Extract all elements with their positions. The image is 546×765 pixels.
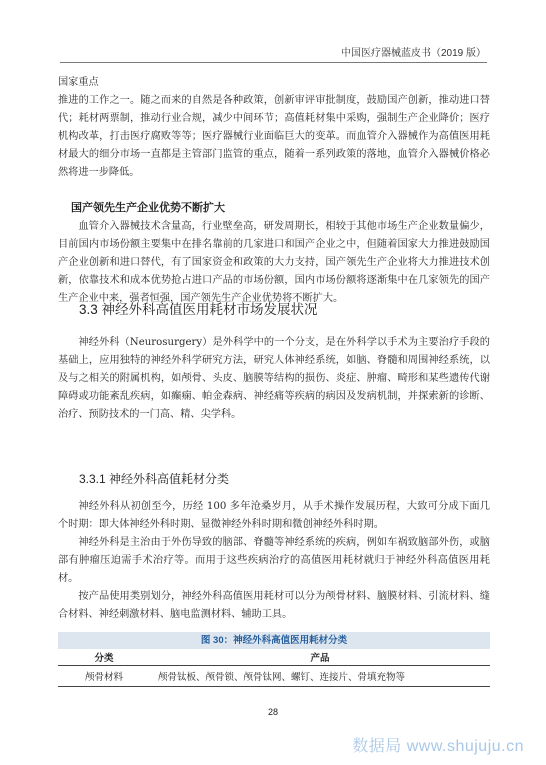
paragraph-neurosurgery-intro: 神经外科（Neurosurgery）是外科学中的一个分支，是在外科学以手术为主要治疗手段的基础上，应用独特的神经外科学研究方法，研究人体神经系统，如脑、脊髓和周围神经系统，以及与之相关的附属机构，如颅骨、头皮、脑膜等结构的损伤、炎症、肿瘤、畸形和某些遗传代谢障碍或功能紊乱疾病，如癫痫、帕金森病、神经痛等疾病的病因及发病机制，并探索新的诊断、治疗、预防技术的一门高、精、尖学科。 <box>58 337 490 420</box>
section-heading-3-3-1: 3.3.1 神经外科高值耗材分类 <box>79 472 230 486</box>
classification-table <box>58 649 490 687</box>
paragraph-categories: 按产品使用类别划分，神经外科高值医用耗材可以分为颅骨材料、脑膜材料、引流材料、缝合材料、神经刺激材料、脑电监测材料、辅助工具。 <box>58 591 490 620</box>
section-heading-3-3: 3.3 神经外科高值医用耗材市场发展状况 <box>79 302 318 317</box>
subheading-domestic-leaders: 国产领先生产企业优势不断扩大 <box>71 202 225 214</box>
table-title: 图 30：神经外科高值医用耗材分类 <box>58 632 490 649</box>
running-header: 中国医疗器械蓝皮书（2019 版） <box>340 48 486 59</box>
paragraph-fragment: 国家重点 <box>58 77 99 88</box>
table-cell-category: 颅骨材料 <box>58 666 150 687</box>
paragraph-scope: 神经外科是主治由于外伤导致的脑部、脊髓等神经系统的疾病，例如车祸致脑部外伤，或脑部有肿瘤压迫需手术治疗等。而用于这些疾病治疗的高值医用耗材就归于神经外科高值医用耗材。 <box>58 537 490 584</box>
paragraph-domestic-leaders: 血管介入器械技术含量高，行业壁垒高，研发周期长，相较于其他市场生产企业数量偏少，目前国内市场份额主要集中在排名靠前的几家进口和国产企业之中，但随着国家大力推进鼓励国产企业创新和进口替代，有了国家资金和政策的大力支持，国产领先生产企业将大力推进技术创新，依靠技术和成本优势抢占进口产品的市场份额，国内市场份额将逐渐集中在几家领先的国产生产企业中来，强者恒强，国产领先生产企业优势将不断扩大。 <box>58 221 490 304</box>
header-divider <box>60 62 487 63</box>
table-cell-products: 颅骨钛板、颅骨锁、颅骨钛网、螺钉、连接片、骨填充物等 <box>150 666 490 687</box>
column-header-category: 分类 <box>58 649 150 666</box>
paragraph-history: 神经外科从初创至今，历经 100 多年沧桑岁月，从手术操作发展历程，大致可分成下面几个时期：即大体神经外科时期、显微神经外科时期和微创神经外科时期。 <box>58 501 490 530</box>
table-header-row <box>58 649 490 666</box>
column-header-products: 产品 <box>150 649 490 666</box>
paragraph-policy: 推进的工作之一。随之而来的自然是各种政策，创新审评审批制度，鼓励国产创新，推动进口替代；耗材两票制，推动行业合规，减少中间环节；高值耗材集中采购，强制生产企业降价；医疗机构改革，打击医疗腐败等等；医疗器械行业面临巨大的变革。而血管介入器械作为高值医用耗材最大的细分市场一直都是主管部门监管的重点，随着一系列政策的落地，血管介入器械价格必然将进一步降低。 <box>58 95 490 178</box>
table-row <box>58 666 490 687</box>
page-number: 28 <box>267 707 278 717</box>
watermark: 数据局 www.shujuju.cn <box>352 738 524 755</box>
